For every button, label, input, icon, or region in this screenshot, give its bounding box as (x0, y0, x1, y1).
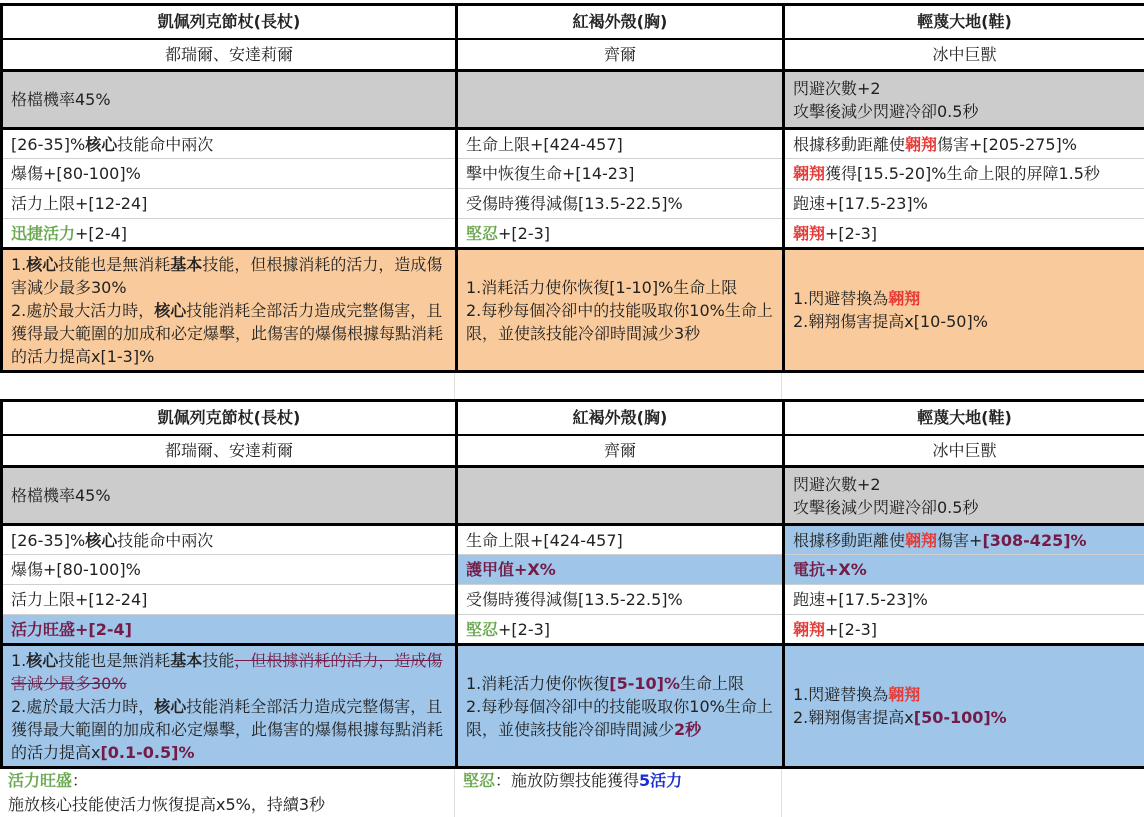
text-segment: 跑速+[17.5-23]% (793, 590, 928, 609)
text-segment: 活力旺盛 (8, 771, 73, 790)
text-segment: +[2-4] (75, 223, 128, 243)
text-segment: 2.翱翔傷害提高x (793, 708, 914, 727)
affix-row (2, 555, 1144, 585)
text-segment: 生命上限 (679, 673, 744, 693)
text-segment: 擊中恢復生命+[14-23] (466, 164, 635, 183)
text-segment: 堅忍 (466, 619, 499, 639)
text-segment: 技能命中兩次 (117, 530, 214, 550)
affix-cell (2, 189, 457, 219)
text-segment: 爆傷+[80-100]% (11, 164, 141, 183)
affix-cell (784, 129, 1144, 159)
affix-cell (784, 219, 1144, 249)
affix-row (2, 525, 1144, 555)
text-segment: 2.每秒每個冷卻中的技能吸取你10%生命上限，並使該技能冷卻時間減少 (466, 696, 773, 739)
text-segment: +[2-3] (498, 619, 551, 639)
text-segment: 技能，但根據消耗的活力，造成傷害減少最多30% (11, 254, 443, 297)
text-segment: 技能命中兩次 (117, 134, 214, 154)
affix-cell (784, 615, 1144, 645)
text-segment: 核心 (154, 300, 187, 320)
implicit-affix (457, 71, 784, 129)
affix-cell (2, 159, 457, 189)
item-name-header: 凱佩列克節杖(長杖) (2, 5, 457, 39)
affix-cell (784, 525, 1144, 555)
gridline (781, 370, 782, 400)
text-segment: 翱翔 (793, 223, 826, 243)
text-segment: 活力旺盛+[2-4] (11, 619, 132, 639)
text-segment: 1.閃避替換為 (793, 289, 889, 308)
comparison-table-original (0, 3, 1144, 373)
implicit-affix (2, 467, 457, 525)
text-segment: 活力上限+[12-24] (11, 194, 148, 213)
text-segment: 受傷時獲得減傷[13.5-22.5]% (466, 590, 683, 609)
unique-power-description (2, 645, 457, 768)
text-segment: 閃避次數+2 (793, 78, 881, 98)
text-segment: 閃避次數+2 (793, 474, 881, 494)
affix-cell (2, 129, 457, 159)
text-segment: 2.翱翔傷害提高x[10-50]% (793, 312, 988, 331)
text-segment: 2秒 (674, 719, 702, 739)
item-name-header: 輕蔑大地(鞋) (784, 5, 1144, 39)
text-segment: 生命上限+[424-457] (466, 530, 623, 550)
text-segment: [50-100]% (913, 708, 1007, 727)
text-segment: +[2-3] (825, 619, 878, 639)
text-segment: 基本 (170, 650, 203, 670)
text-segment: +[2-3] (498, 223, 551, 243)
text-segment: 1. (11, 254, 27, 274)
affix-row (2, 615, 1144, 645)
text-segment: 根據移動距離使 (793, 134, 906, 154)
footnote-vigor (0, 767, 454, 817)
text-segment: 2.處於最大活力時， (11, 300, 155, 320)
affix-row (2, 189, 1144, 219)
text-segment: 翱翔 (888, 685, 921, 704)
text-segment: 格檔機率45% (11, 486, 111, 505)
text-segment: 攻擊後減少閃避冷卻0.5秒 (793, 497, 979, 517)
unique-power-row (2, 249, 1144, 372)
text-segment: [0.1-0.5]% (100, 742, 195, 762)
affix-cell (2, 219, 457, 249)
drop-source: 冰中巨獸 (784, 39, 1144, 71)
drop-source: 齊爾 (457, 39, 784, 71)
text-segment: 翱翔 (905, 134, 938, 154)
text-segment: 1.消耗活力使你恢復[1-10]%生命上限 (466, 277, 738, 297)
drop-source: 都瑞爾、安達莉爾 (2, 39, 457, 71)
text-segment: 翱翔 (793, 164, 826, 183)
affix-cell (2, 525, 457, 555)
text-segment: [308-425]% (982, 530, 1087, 550)
text-segment: 核心 (85, 134, 118, 154)
text-segment: 核心 (26, 650, 59, 670)
unique-power-description (457, 645, 784, 768)
item-name-header: 紅褐外殼(胸) (457, 5, 784, 39)
source-row (2, 435, 1144, 467)
header-row (2, 401, 1144, 435)
affix-cell (784, 555, 1144, 585)
affix-row (2, 159, 1144, 189)
affix-row (2, 219, 1144, 249)
text-segment: 1.閃避替換為 (793, 685, 889, 704)
text-segment: 2.處於最大活力時， (11, 696, 155, 716)
drop-source: 冰中巨獸 (784, 435, 1144, 467)
text-segment: 活力上限+[12-24] (11, 590, 148, 609)
affix-cell (457, 129, 784, 159)
implicit-affix (784, 71, 1144, 129)
item-name-header: 紅褐外殼(胸) (457, 401, 784, 435)
text-segment: 跑速+[17.5-23]% (793, 194, 928, 213)
text-segment: ： (72, 771, 89, 790)
affix-cell (784, 159, 1144, 189)
text-segment: 堅忍 (466, 223, 499, 243)
text-segment: 施放核心技能使活力恢復提高x5%，持續3秒 (8, 795, 326, 814)
text-segment: 技能 (202, 650, 235, 670)
text-segment: 翱翔 (905, 530, 938, 550)
implicit-affix (2, 71, 457, 129)
text-segment: +[2-3] (825, 223, 878, 243)
text-segment: ，但根據消耗的活力，造成傷害減少最多30% (11, 650, 443, 693)
gridline (781, 767, 782, 817)
text-segment: ：施放防禦技能獲得 (495, 771, 640, 790)
unique-power-description (457, 249, 784, 372)
drop-source: 都瑞爾、安達莉爾 (2, 435, 457, 467)
text-segment: 技能也是無消耗 (58, 254, 171, 274)
affix-row (2, 129, 1144, 159)
text-segment: 2.每秒每個冷卻中的技能吸取你10%生命上限，並使該技能冷卻時間減少3秒 (466, 300, 773, 343)
text-segment: 受傷時獲得減傷[13.5-22.5]% (466, 194, 683, 213)
text-segment: 核心 (154, 696, 187, 716)
source-row (2, 39, 1144, 71)
affix-cell (457, 159, 784, 189)
affix-cell (2, 585, 457, 615)
affix-cell (2, 555, 457, 585)
unique-power-row (2, 645, 1144, 768)
text-segment: 攻擊後減少閃避冷卻0.5秒 (793, 101, 979, 121)
affix-cell (457, 615, 784, 645)
affix-cell (457, 189, 784, 219)
text-segment: 根據移動距離使 (793, 530, 906, 550)
text-segment: 1.消耗活力使你恢復 (466, 673, 610, 693)
text-segment: 翱翔 (888, 289, 921, 308)
affix-cell (2, 615, 457, 645)
implicit-row (2, 71, 1144, 129)
unique-power-description (784, 645, 1144, 768)
affix-cell (457, 585, 784, 615)
text-segment: 基本 (170, 254, 203, 274)
unique-power-description (784, 249, 1144, 372)
affix-cell (784, 585, 1144, 615)
gridline (454, 370, 455, 400)
text-segment: [26-35]% (11, 134, 86, 154)
text-segment: 傷害+ (937, 530, 983, 550)
text-segment: 技能消耗全部活力造成完整傷害，且獲得最大範圍的加成和必定爆擊，此傷害的爆傷根據每點消耗的活力提高x[1-3]% (11, 300, 444, 366)
text-segment: [5-10]% (609, 673, 680, 693)
affix-cell (457, 219, 784, 249)
text-segment: 格檔機率45% (11, 90, 111, 109)
header-row (2, 5, 1144, 39)
text-segment: 核心 (85, 530, 118, 550)
item-name-header: 凱佩列克節杖(長杖) (2, 401, 457, 435)
implicit-row (2, 467, 1144, 525)
affix-row (2, 585, 1144, 615)
unique-power-description (2, 249, 457, 372)
affix-cell (457, 555, 784, 585)
drop-source: 齊爾 (457, 435, 784, 467)
text-segment: [26-35]% (11, 530, 86, 550)
text-segment: 爆傷+[80-100]% (11, 560, 141, 579)
affix-cell (457, 525, 784, 555)
comparison-table-modified (0, 399, 1144, 769)
item-name-header: 輕蔑大地(鞋) (784, 401, 1144, 435)
implicit-affix (784, 467, 1144, 525)
text-segment: 堅忍 (463, 771, 496, 790)
text-segment: 技能消耗全部活力造成完整傷害，且獲得最大範圍的加成和必定爆擊，此傷害的爆傷根據每點消耗的活力提高x (11, 696, 444, 762)
text-segment: 5活力 (639, 771, 683, 790)
text-segment: 1. (11, 650, 27, 670)
footnote-fortitude (455, 767, 781, 817)
text-segment: 迅捷活力 (11, 223, 76, 243)
text-segment: 生命上限+[424-457] (466, 134, 623, 154)
text-segment: 電抗+X% (793, 560, 867, 579)
text-segment: 技能也是無消耗 (58, 650, 171, 670)
implicit-affix (457, 467, 784, 525)
text-segment: 翱翔 (793, 619, 826, 639)
text-segment: 核心 (26, 254, 59, 274)
text-segment: 護甲值+X% (466, 560, 556, 579)
text-segment: 傷害+[205-275]% (937, 134, 1077, 154)
affix-cell (784, 189, 1144, 219)
text-segment: 獲得[15.5-20]%生命上限的屏障1.5秒 (825, 164, 1100, 183)
